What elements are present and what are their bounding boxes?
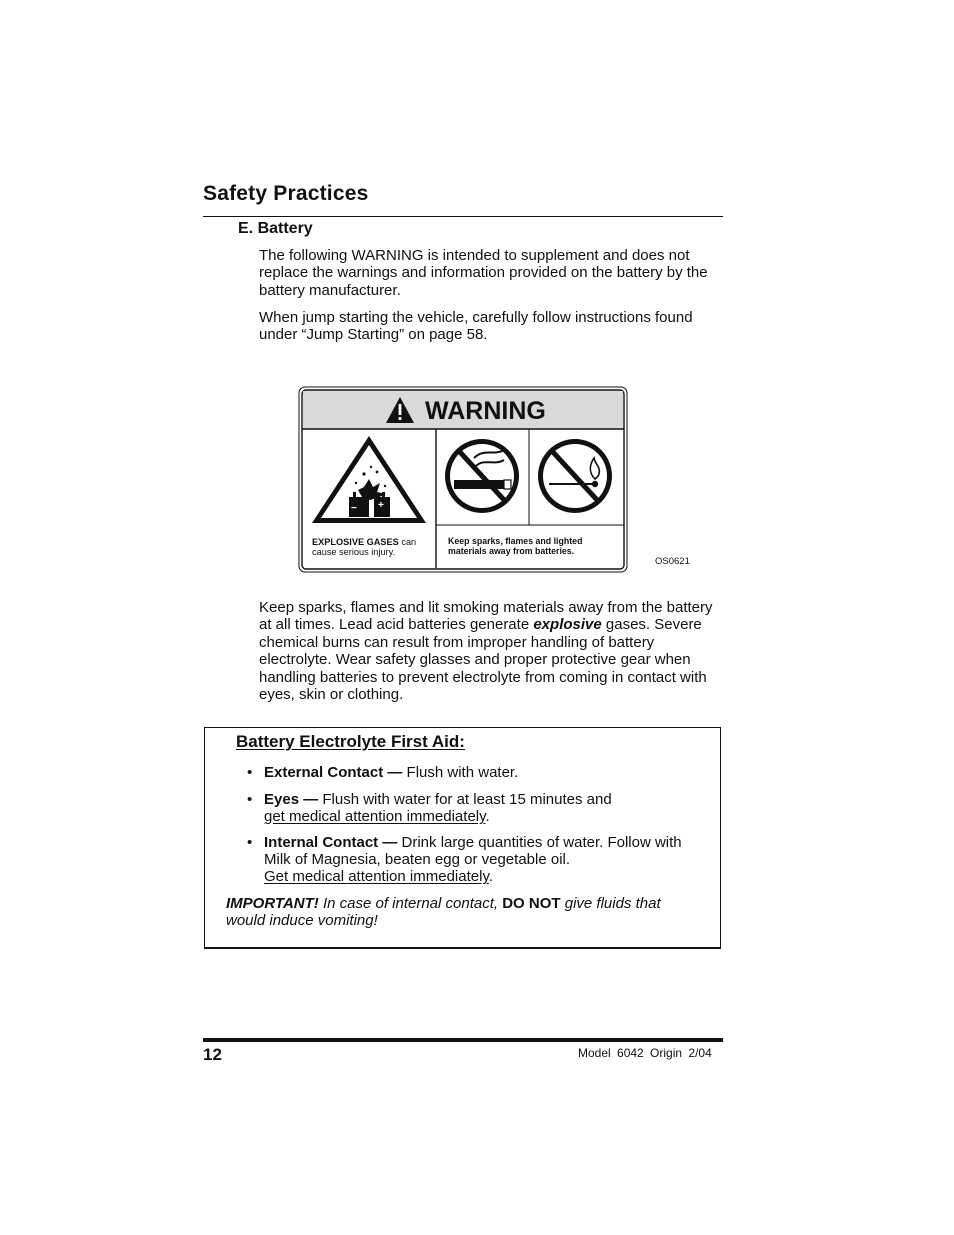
section-heading: E. Battery (238, 220, 313, 237)
battery-warning-paragraph (259, 599, 727, 703)
bullet-marker: • (247, 764, 253, 781)
page-number: 12 (203, 1045, 222, 1064)
bullet-marker: • (247, 791, 253, 808)
no-smoking-icon (445, 439, 519, 513)
item-label: Eyes — (264, 791, 319, 808)
item-label: External Contact — (264, 764, 403, 781)
figure-id: OS0621 (655, 556, 690, 567)
warning-label (298, 386, 628, 573)
important-label: IMPORTANT! (226, 895, 319, 912)
title-rule (203, 216, 723, 217)
item-text: Flush with water for at least 15 minutes and (318, 791, 612, 808)
important-note: IMPORTANT! In case of internal contact, DO NOT give fluids that would induce vomiting! (226, 895, 661, 930)
first-aid-title: Battery Electrolyte First Aid: (236, 732, 465, 751)
svg-text:+: + (378, 500, 384, 511)
svg-text:−: − (351, 503, 357, 514)
keep-sparks-caption-line2: materials away from batteries. (448, 546, 575, 556)
intro-paragraph: The following WARNING is intended to supplement and does not replace the warnings and information provided on the battery by the battery manufacturer. (259, 247, 708, 299)
serious-injury-caption: cause serious injury. (312, 547, 396, 557)
jump-start-paragraph: When jump starting the vehicle, carefully follow instructions found under “Jump Starting” on page 58. (259, 309, 693, 344)
no-open-flame-icon (538, 439, 612, 513)
medical-attention-note: Get medical attention immediately (264, 868, 489, 886)
page-title: Safety Practices (203, 182, 369, 205)
item-text: Flush with water. (402, 764, 519, 781)
warning-banner-text: WARNING (425, 397, 546, 425)
do-not-emphasis: DO NOT (502, 895, 561, 912)
explosive-emphasis: explosive (533, 616, 602, 634)
keep-sparks-caption-line1: Keep sparks, flames and lighted (448, 536, 583, 546)
item-label: Internal Contact — (264, 834, 398, 851)
footer-rule (203, 1038, 723, 1042)
explosive-gases-caption: EXPLOSIVE GASES can (312, 537, 417, 547)
medical-attention-note: get medical attention immediately (264, 808, 486, 826)
item-text: Drink large quantities of water. Follow with Milk of Magnesia, beaten egg or vegetable oil. (264, 834, 682, 869)
bullet-marker: • (247, 834, 253, 851)
battery-warning-text-rest: gases. Severe chemical burns can result from improper handling of battery electrolyte. Wear safety glasses and proper protective gear when handling batteries to prevent electrolyte from coming in contact with eyes, skin or clothing. (259, 616, 707, 704)
footer-model-info: Model 6042 Origin 2/04 (578, 1046, 712, 1060)
battery-warning-text: Keep sparks, flames and lit smoking materials away from the battery at all times. Lead acid batteries generate (259, 599, 713, 634)
